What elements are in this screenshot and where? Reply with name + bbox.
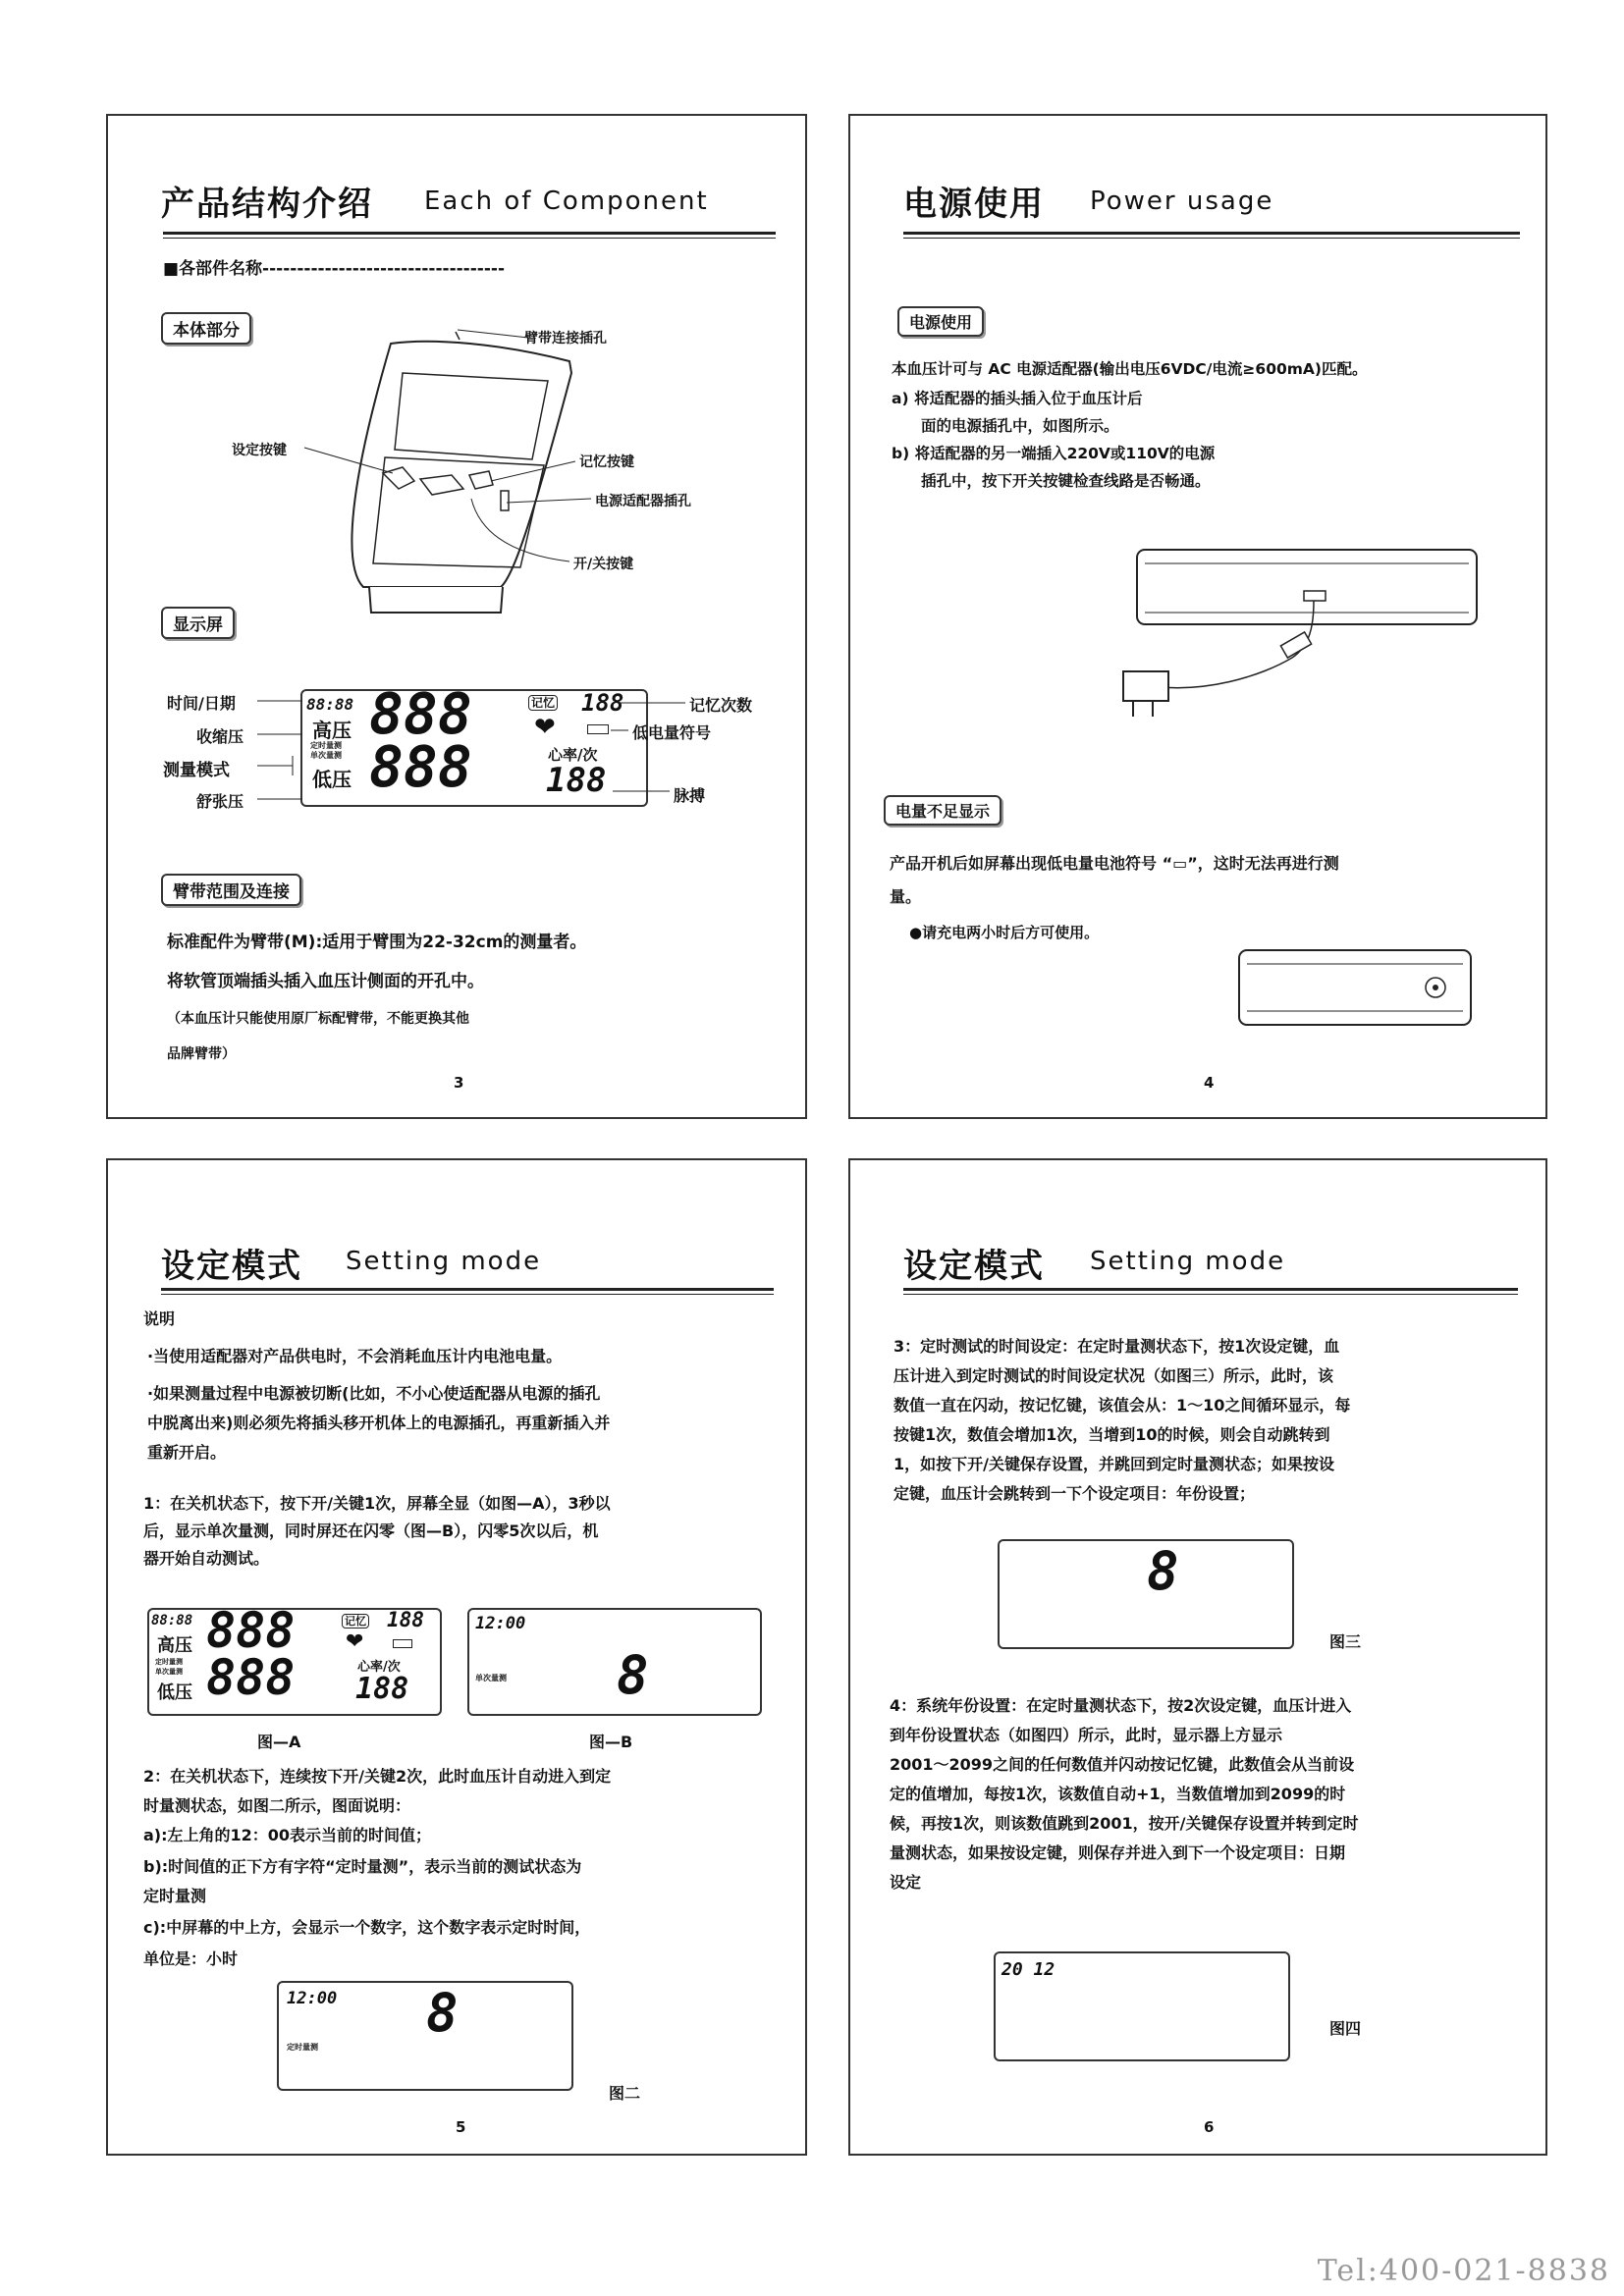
step-3-line-2: 压计进入到定时测试的时间设定状况（如图三）所示，此时，该 [893,1366,1334,1385]
battery-text-1: 产品开机后如屏幕出现低电量电池符号 “▭”，这时无法再进行测 [890,854,1339,873]
section-heading: 说明 [143,1309,176,1328]
label-power-key: 开/关按键 [573,557,634,572]
section-heading: ■各部件名称----------------------------------- [163,259,506,279]
tag-display: 显示屏 [161,607,235,639]
lcd-low-label: 低压 [312,768,352,791]
power-item-a1: a) 将适配器的插头插入位于血压计后 [892,390,1143,407]
step-2a: 2：在关机状态下，连续按下开/关键2次，此时血压计自动进入到定 [143,1767,612,1786]
step-3-line-3: 数值一直在闪动，按记忆键，该值会从：1～10之间循环显示，每 [893,1396,1351,1415]
tag-power-use: 电源使用 [897,306,984,337]
title-rule [903,1288,1518,1291]
figure-a-lcd [147,1602,442,1716]
step-2b: 时量测状态，如图二所示，图面说明： [143,1796,411,1815]
figure-3-caption: 图三 [1329,1632,1362,1651]
label-systolic: 收缩压 [196,727,244,746]
step-4-line-6: 量测状态，如果按设定键，则保存并进入到下一个设定项目：日期 [890,1843,1346,1862]
power-intro: 本血压计可与 AC 电源适配器(输出电压6VDC/电流≥600mA)匹配。 [892,360,1368,378]
item-c1: c):中屏幕的中上方，会显示一个数字，这个数字表示定时时间， [143,1918,591,1937]
step-1a: 1：在关机状态下，按下开/关键1次，屏幕全显（如图—A），3秒以 [143,1494,611,1513]
label-pulse: 脉搏 [674,786,706,805]
figure-3-lcd [998,1539,1294,1649]
step-1c: 器开始自动测试。 [143,1549,270,1568]
figa-mode-timed: 定时量测 [155,1658,183,1666]
lcd-memory-label: 记忆 [528,695,558,711]
figa-diastolic: 888 [206,1649,296,1706]
power-item-b1: b) 将适配器的另一端插入220V或110V的电源 [892,445,1216,462]
label-adapter-jack: 电源适配器插孔 [595,494,691,509]
title-rule-thin [903,1294,1518,1295]
fig2-mode: 定时量测 [287,2043,318,2052]
display-callout-lines [108,116,809,862]
power-item-a2: 面的电源插孔中，如图所示。 [921,417,1119,435]
label-set-key: 设定按键 [232,443,287,458]
page-title: 设定模式 [161,1247,302,1286]
title-rule [161,1288,774,1291]
figb-mode: 单次量测 [475,1674,507,1682]
label-time-date: 时间/日期 [167,694,236,713]
figure-4-lcd [994,1951,1290,2061]
figa-heart-label: 心率/次 [357,1660,401,1675]
label-cuff-jack: 臂带连接插孔 [524,331,607,347]
item-b2: 定时量测 [143,1887,207,1905]
figb-digit: 8 [617,1644,649,1706]
label-diastolic: 舒张压 [196,792,244,811]
device-side-illustration [850,116,1549,1058]
step-4-line-3: 2001～2099之间的任何数值并闪动按记忆键，此数值会从当前设 [890,1755,1355,1774]
manual-page-3 [106,114,807,1119]
battery-note: ●请充电两小时后方可使用。 [909,924,1100,941]
label-measure-mode: 测量模式 [163,761,230,780]
footer-phone: Tel:400-021-8838 [1317,2254,1610,2288]
figa-pulse-digits: 188 [355,1672,409,1706]
tag-low-battery: 电量不足显示 [884,795,1001,826]
page-title-english: Setting mode [346,1247,542,1276]
figa-mem-digits: 188 [387,1608,424,1631]
step-3-line-5: 1，如按下开/关键保存设置，并跳回到定时量测状态；如果按设 [893,1455,1334,1473]
figa-memory: 记忆 [342,1614,369,1629]
cuff-text-1: 标准配件为臂带(M):适用于臂围为22-32cm的测量者。 [167,933,587,952]
manual-page-5 [106,1158,807,2156]
lcd-memory-digits: 188 [581,689,624,717]
label-low-battery: 低电量符号 [632,723,712,742]
lcd-mode-single: 单次量测 [310,751,342,760]
step-3-line-4: 按键1次，数值会增加1次，当增到10的时候，则会自动跳转到 [893,1425,1330,1444]
page-number: 3 [454,1074,464,1092]
step-4-line-2: 到年份设置状态（如图四）所示，此时，显示器上方显示 [890,1726,1283,1744]
fig4-year: 20 12 [1001,1959,1056,1980]
fig2-digit: 8 [426,1982,459,2044]
lcd-time: 88:88 [306,695,354,714]
lcd-high-label: 高压 [312,719,352,742]
step-4-line-4: 定的值增加，每按1次，该数值自动+1，当数值增加到2099的时 [890,1785,1346,1803]
figure-2-caption: 图二 [609,2084,641,2103]
label-memory-count: 记忆次数 [689,696,753,715]
heart-icon: ❤ [534,713,556,742]
page-title-english: Power usage [1090,187,1274,216]
step-3-line-1: 3：定时测试的时间设定：在定时量测状态下，按1次设定键，血 [893,1337,1340,1356]
page-title-english: Setting mode [1090,1247,1286,1276]
figure-b-caption: 图—B [589,1733,633,1751]
lcd-pulse-digits: 188 [546,761,607,800]
step-4-line-5: 候，再按1次，则该数值跳到2001，按开/关键保存设置并转到定时 [890,1814,1359,1833]
cuff-text-4: 品牌臂带） [167,1046,236,1062]
page-number: 6 [1204,2118,1215,2136]
bullet-1: ·当使用适配器对产品供电时，不会消耗血压计内电池电量。 [147,1347,563,1365]
manual-page-6 [848,1158,1547,2156]
battery-icon [393,1639,412,1648]
label-memory-key: 记忆按键 [579,454,634,470]
lcd-heart-rate-label: 心率/次 [548,746,598,764]
item-c2: 单位是：小时 [143,1949,239,1968]
page-title: 设定模式 [903,1247,1045,1286]
step-4-line-1: 4：系统年份设置：在定时量测状态下，按2次设定键，血压计进入 [890,1696,1352,1715]
step-4-line-7: 设定 [890,1873,922,1892]
fig3-digit: 8 [1147,1540,1179,1602]
figa-high: 高压 [157,1635,192,1656]
battery-text-2: 量。 [890,887,922,906]
bullet-2a: ·如果测量过程中电源被切断(比如，不小心使适配器从电源的插孔 [147,1384,601,1403]
cuff-text-3: （本血压计只能使用原厂标配臂带，不能更换其他 [167,1011,469,1027]
cuff-text-2: 将软管顶端插头插入血压计侧面的开孔中。 [167,972,484,991]
lcd-diastolic-digits: 888 [369,733,472,800]
lcd-mode-timed: 定时量测 [310,741,342,750]
item-b1: b):时间值的正下方有字符“定时量测”，表示当前的测试状态为 [143,1857,582,1876]
title-rule-thin [161,1294,774,1295]
heart-icon: ❤ [346,1629,364,1654]
figure-b-lcd [467,1608,762,1716]
step-3-line-6: 定键，血压计会跳转到一下个设定项目：年份设置； [893,1484,1256,1503]
manual-page-4 [848,114,1547,1119]
power-item-b2: 插孔中，按下开关按键检查线路是否畅通。 [921,472,1211,490]
figure-4-caption: 图四 [1329,2019,1362,2038]
step-1b: 后，显示单次量测，同时屏还在闪零（图—B），闪零5次以后，机 [143,1522,599,1540]
page-title: 产品结构介绍 [161,185,373,224]
figa-time: 88:88 [151,1613,193,1629]
bullet-2c: 重新开启。 [147,1443,227,1462]
page-title: 电源使用 [903,185,1045,224]
figure-2-lcd [277,1981,573,2091]
figa-systolic: 888 [206,1602,296,1659]
figb-time: 12:00 [475,1614,526,1633]
lcd-systolic-digits: 888 [369,680,472,747]
tag-cuff: 臂带范围及连接 [161,874,301,906]
fig2-time: 12:00 [287,1989,338,2008]
page-title-english: Each of Component [424,187,709,216]
figa-mode-single: 单次量测 [155,1668,183,1676]
bullet-2b: 中脱离出来)则必须先将插头移开机体上的电源插孔，再重新插入并 [147,1414,611,1432]
tag-body-part: 本体部分 [161,312,251,345]
page-number: 4 [1204,1074,1215,1092]
figa-low: 低压 [157,1682,192,1703]
figure-a-caption: 图—A [257,1733,301,1751]
page-number: 5 [456,2118,466,2136]
item-a: a):左上角的12：00表示当前的时间值； [143,1826,432,1844]
